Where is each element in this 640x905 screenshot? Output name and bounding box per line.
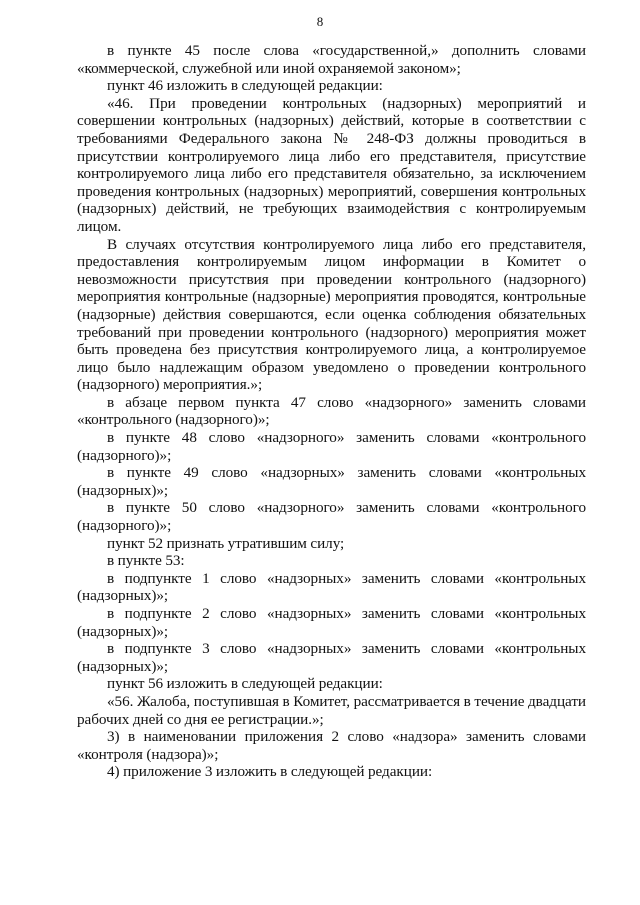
paragraph: в подпункте 1 слово «надзорных» заменить словами «контрольных (надзорных)»; [77,569,586,605]
paragraph: в пункте 53: [107,552,185,570]
paragraph: 3) в наименовании приложения 2 слово «надзора» заменить словами «контроля (надзора)»; [77,728,586,763]
paragraph: В случаях отсутствия контролируемого лица либо его представителя, предоставления контролируемым лицом информации в Комитет о невозможности присутствия при проведении контрольного (надзорного) мероприятия контрольные (надзорные) мероприятия проводятся, контрольные (надзорные) действия совершаются, если оценка соблюдения обязательных требований при проведении контрольного (надзорного) мероприятия может быть проведена без присутствия контролируемого лица, а контролируемое лицо было надлежащим образом уведомлено о проведении контрольного (надзорного) мероприятия.»; [77,235,586,394]
paragraph: в подпункте 2 слово «надзорных» заменить словами «контрольных (надзорных)»; [77,605,586,640]
paragraph: в пункте 45 после слова «государственной,» дополнить словами «коммерческой, служебной или иной охраняемой законом»; [77,42,586,77]
paragraph: пункт 56 изложить в следующей редакции: [107,675,383,693]
paragraph: пункт 46 изложить в следующей редакции: [107,77,383,95]
paragraph: в абзаце первом пункта 47 слово «надзорного» заменить словами «контрольного (надзорного)»; [77,393,586,429]
paragraph: в пункте 48 слово «надзорного» заменить словами «контрольного (надзорного)»; [77,429,586,464]
paragraph: «56. Жалоба, поступившая в Комитет, рассматривается в течение двадцати рабочих дней со дня ее регистрации.»; [77,692,586,728]
paragraph: в пункте 49 слово «надзорных» заменить словами «контрольных (надзорных)»; [77,464,586,499]
paragraph: в подпункте 3 слово «надзорных» заменить словами «контрольных (надзорных)»; [77,640,586,675]
paragraph: в пункте 50 слово «надзорного» заменить словами «контрольного (надзорного)»; [77,499,586,535]
document-body [77,42,586,781]
paragraph: 4) приложение 3 изложить в следующей редакции: [107,763,433,781]
paragraph: пункт 52 признать утратившим силу; [107,534,345,552]
paragraph: «46. При проведении контрольных (надзорных) мероприятий и совершении контрольных (надзорных) действий, которые в соответствии с требованиями Федерального закона № 248-ФЗ должны проводиться в присутствии контролируемого лица либо его представителя, присутствие контролируемого лица либо его представителя обязательно, за исключением проведения контрольных (надзорных) мероприятий, совершения контрольных (надзорных) действий, не требующих взаимодействия с контролируемым лицом. [77,94,586,235]
page-number: 8 [316,14,324,29]
